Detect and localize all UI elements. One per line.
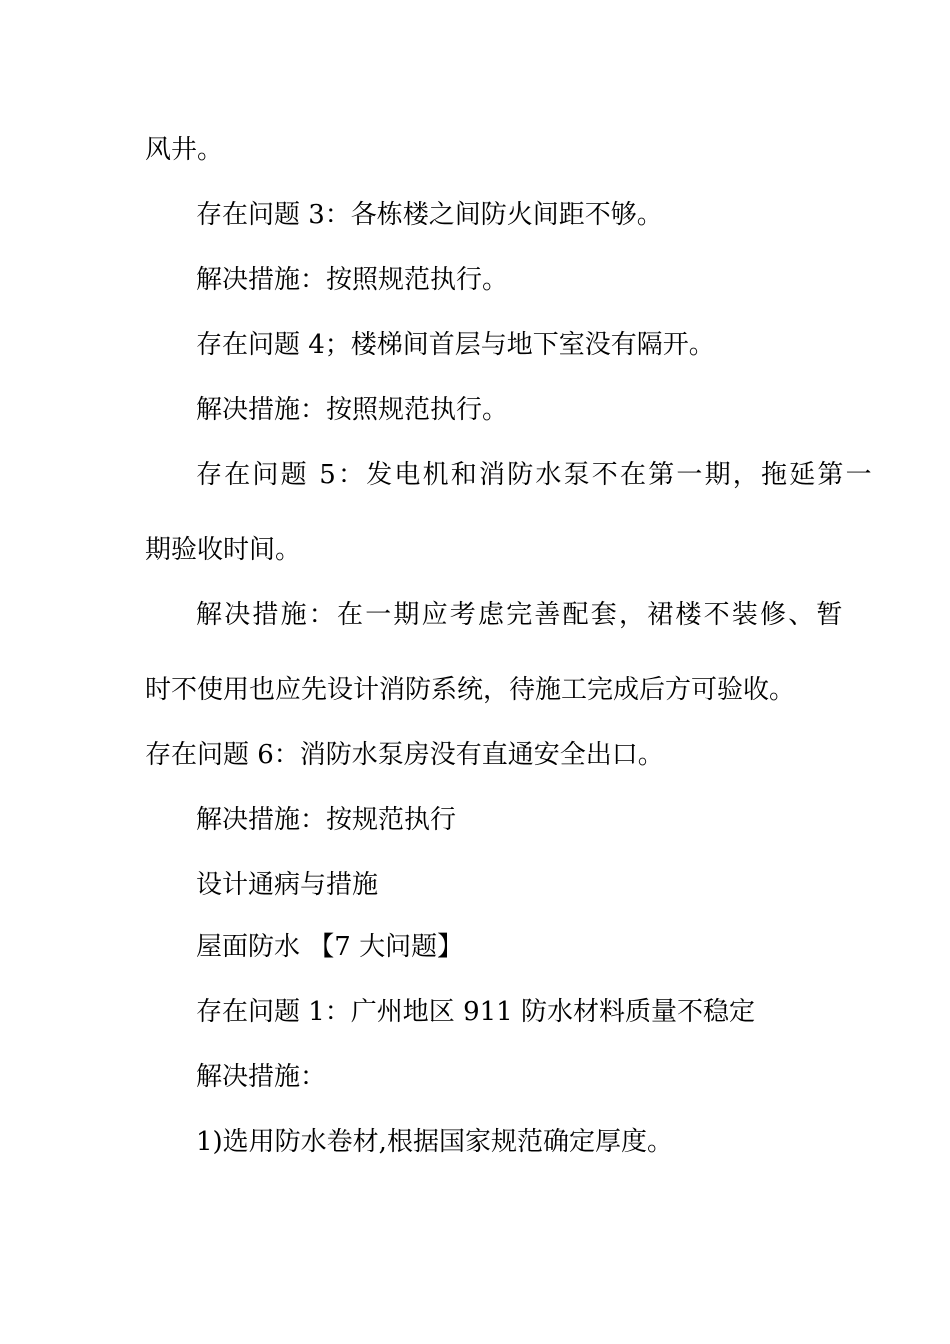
solution-5-continuation-line: 时不使用也应先设计消防系统，待施工完成后方可验收。 [145,675,796,705]
solution-5-line: 解决措施：在一期应考虑完善配套，裙楼不装修、暂 [196,600,845,630]
roof-solution-item-1: 1)选用防水卷材,根据国家规范确定厚度。 [196,1127,673,1157]
problem-3-line: 存在问题 3：各栋楼之间防火间距不够。 [196,200,663,230]
solution-3-line: 解决措施：按照规范执行。 [196,265,509,295]
problem-5-continuation-line: 期验收时间。 [145,535,302,565]
roof-problem-1-line: 存在问题 1：广州地区 911 防水材料质量不稳定 [196,997,755,1027]
problem-4-line: 存在问题 4；楼梯间首层与地下室没有隔开。 [196,330,715,360]
problem-6-line: 存在问题 6：消防水泵房没有直通安全出口。 [145,740,664,770]
subsection-heading: 屋面防水 【7 大问题】 [196,932,464,962]
paragraph-continuation-line: 风井。 [145,135,224,165]
roof-solution-label: 解决措施： [196,1062,327,1092]
solution-4-line: 解决措施：按照规范执行。 [196,395,509,425]
problem-5-line: 存在问题 5：发电机和消防水泵不在第一期，拖延第一 [196,460,874,490]
solution-6-line: 解决措施：按规范执行 [196,805,457,835]
section-heading: 设计通病与措施 [196,870,379,900]
